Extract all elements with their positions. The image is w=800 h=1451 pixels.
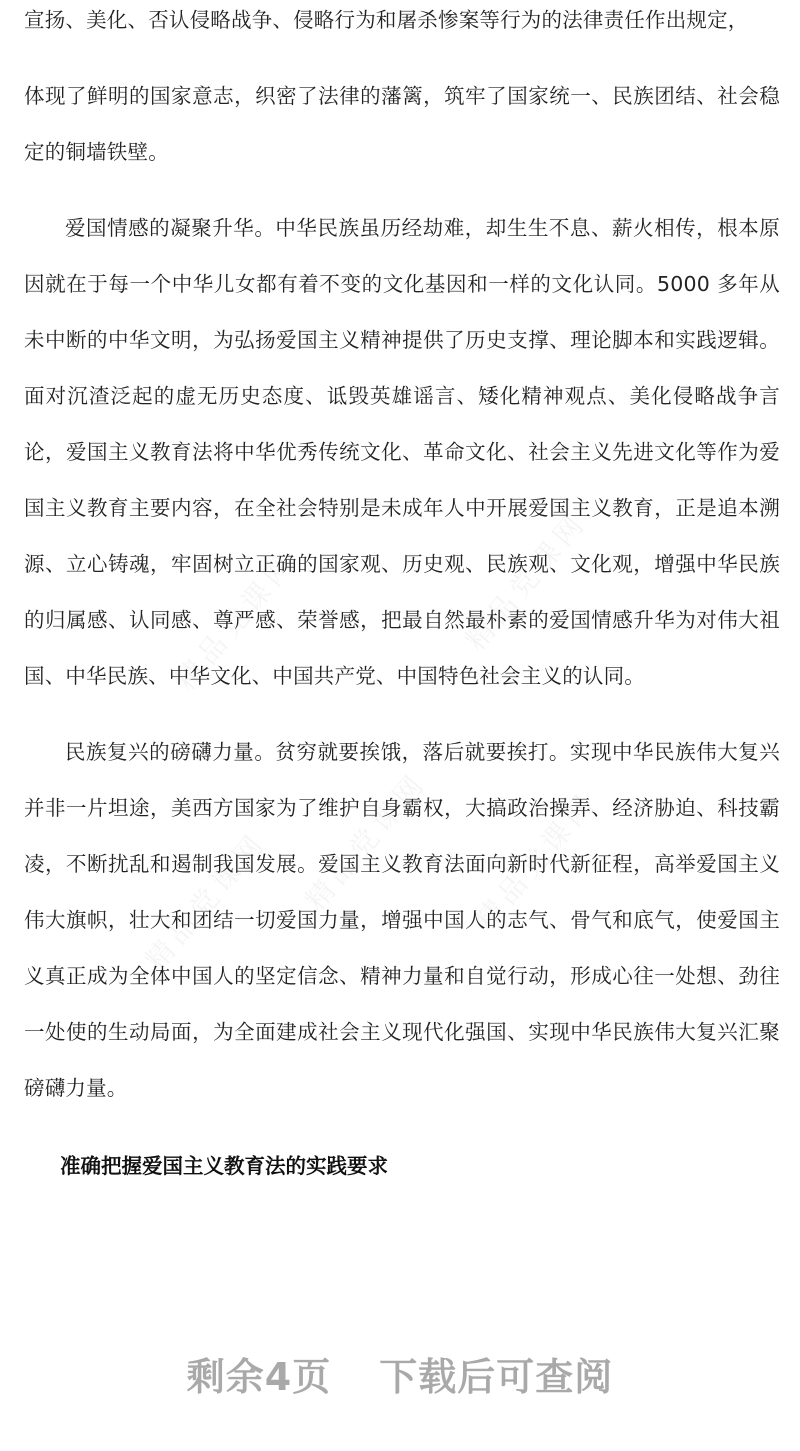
paragraph-3: 爱国情感的凝聚升华。中华民族虽历经劫难，却生生不息、薪火相传，根本原因就在于每一个中华儿女都有着不变的文化基因和一样的文化认同。5000 多年从未中断的中华文明，为弘扬爱国主义精神提供了历史支撑、理论脚本和实践逻辑。面对沉渣泛起的虚无历史态度、诋毁英雄谣言、矮化精神观点、美化侵略战争言论，爱国主义教育法将中华优秀传统文化、革命文化、社会主义先进文化等作为爱国主义教育主要内容，在全社会特别是未成年人中开展爱国主义教育，正是追本溯源、立心铸魂，牢固树立正确的国家观、历史观、民族观、文化观，增强中华民族的归属感、认同感、尊严感、荣誉感，把最自然最朴素的爱国情感升华为对伟大祖国、中华民族、中华文化、中国共产党、中国特色社会主义的认同。 — [24, 216, 780, 688]
remaining-pages-banner[interactable] — [0, 1346, 800, 1401]
document-body — [24, 0, 780, 1194]
remaining-pages-label: 剩余4页 — [186, 1355, 332, 1399]
paragraph-4: 民族复兴的磅礴力量。贫穷就要挨饿，落后就要挨打。实现中华民族伟大复兴并非一片坦途，美西方国家为了维护自身霸权，大搞政治操弄、经济胁迫、科技霸凌，不断扰乱和遏制我国发展。爱国主义教育法面向新时代新征程，高举爱国主义伟大旗帜，壮大和团结一切爱国力量，增强中国人的志气、骨气和底气，使爱国主义真正成为全体中国人的坚定信念、精神力量和自觉行动，形成心往一处想、劲往一处使的生动局面，为全面建成社会主义现代化强国、实现中华民族伟大复兴汇聚磅礴力量。 — [24, 740, 780, 1100]
watermark: 精品党课网 — [168, 545, 304, 697]
download-to-view-label: 下载后可查阅 — [379, 1355, 614, 1399]
section-heading: 准确把握爱国主义教育法的实践要求 — [60, 1154, 388, 1178]
watermark: 精品党课网 — [458, 505, 594, 657]
watermark: 精品党课网 — [138, 825, 274, 977]
watermark: 精品党课网 — [468, 785, 604, 937]
watermark: 精品党课网 — [298, 765, 434, 917]
paragraph-2: 体现了鲜明的国家意志，织密了法律的藩篱，筑牢了国家统一、民族团结、社会稳定的铜墙铁壁。 — [24, 84, 780, 164]
paragraph-1: 宣扬、美化、否认侵略战争、侵略行为和屠杀惨案等行为的法律责任作出规定， — [24, 8, 749, 32]
